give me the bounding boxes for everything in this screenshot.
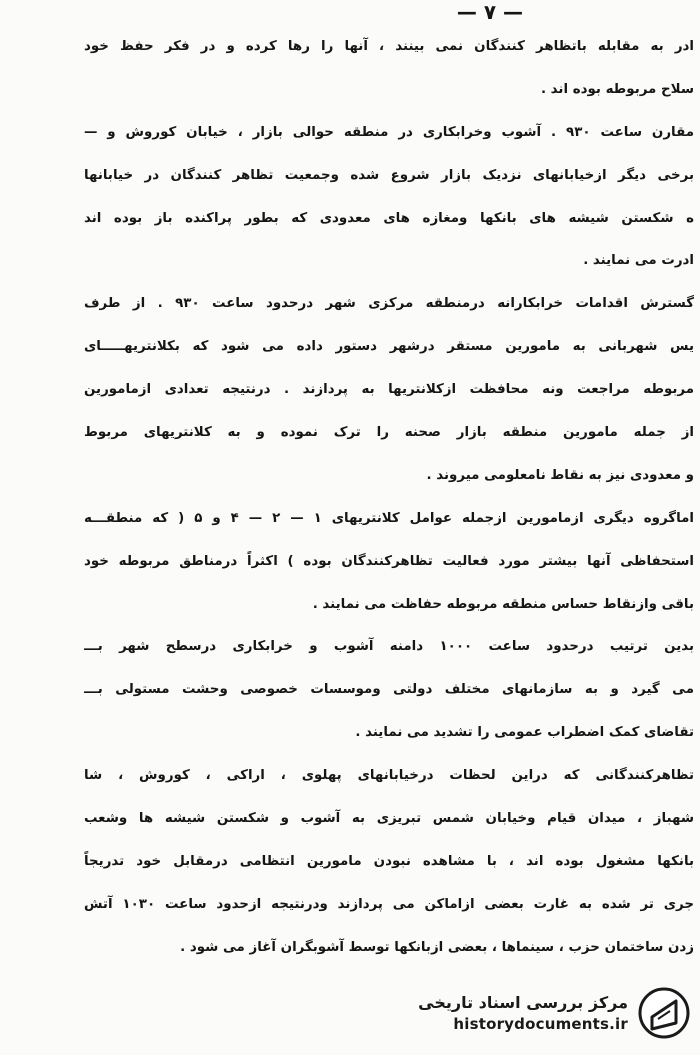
text-line: ادر به مقابله باتظاهر کنندگان نمی بینند ، آنها را رها کرده و در فکر حفظ خود (84, 39, 694, 54)
text-line: یس شهربانی به مامورین مستقر درشهر دستور داده می شود که بکلانتریهـــــای (84, 339, 694, 355)
text-line: گسترش اقدامات خرابکارانه درمنطقه مرکزی شهر درحدود ساعت ۹۳۰ . از طرف (84, 296, 694, 312)
watermark-title: مرکز بررسی اسناد تاریخی (418, 993, 628, 1012)
archive-logo-icon (638, 987, 690, 1039)
text-line: سلاح مربوطه بوده اند . (540, 81, 694, 97)
text-line: مربوطه مراجعت ونه محافظت ازکلانتریها به پردازند . درنتیجه تعدادی ازمامورین (84, 382, 694, 398)
watermark-url: historydocuments.ir (453, 1015, 628, 1033)
text-line: جری تر شده به غارت بعضی ازاماکن می پردازند ودرنتیجه ازحدود ساعت ۱۰۳۰ آتش (84, 896, 694, 912)
watermark-text (418, 992, 628, 1034)
text-line: مقارن ساعت ۹۳۰ . آشوب وخرابکاری در منطقه حوالی بازار ، خیابان کوروش و — (84, 124, 694, 140)
text-line: تظاهرکنندگانی که دراین لحظات درخیابانهای پهلوی ، اراکی ، کوروش ، شا (84, 768, 694, 784)
text-line: از جمله مامورین منطقه بازار صحنه را ترک نموده و به کلانتریهای مربوط (84, 425, 694, 441)
text-line: و معدودی نیز به نقاط نامعلومی میروند . (426, 467, 694, 483)
watermark (400, 985, 690, 1041)
text-line: زدن ساختمان حزب ، سینماها ، بعضی ازبانکها توسط آشوبگران آغاز می شود . (180, 939, 694, 955)
text-line: می گیرد و به سازمانهای مختلف دولتی وموسسات خصوصی وحشت مستولی بـــ (84, 682, 694, 698)
page-number: — ۷ — (456, 0, 524, 24)
text-line: بانکها مشغول بوده اند ، با مشاهده نبودن مامورین انتظامی درمقابل خود تدریجاً (84, 853, 694, 869)
text-line: شهباز ، میدان قیام وخیابان شمس تبریزی به آشوب و شکستن شیشه ها وشعب (84, 811, 694, 827)
text-line: تقاضای کمک اضطراب عمومی را تشدید می نمایند . (355, 725, 694, 741)
text-line: استحفاظی آنها بیشتر مورد فعالیت تظاهرکنندگان بوده ) اکثراً درمناطق مربوطه خود (84, 553, 694, 569)
text-line: ه شکستن شیشه های بانکها ومغازه های معدودی که بطور پراکنده باز بوده اند (84, 210, 694, 226)
document-body (84, 26, 694, 970)
text-line: برخی دیگر ازخیابانهای نزدیک بازار شروع شده وجمعیت تظاهر کنندگان در خیابانها (84, 167, 694, 183)
text-line: بدین ترتیب درحدود ساعت ۱۰۰۰ دامنه آشوب و خرابکاری درسطح شهر بـــ (84, 639, 694, 655)
text-line: ادرت می نمایند . (583, 253, 694, 269)
text-line: باقی وازنقاط حساس منطقه مربوطه حفاظت می نمایند . (312, 596, 694, 612)
text-line: اماگروه دیگری ازمامورین ازجمله عوامل کلانتریهای ۱ — ۲ — ۴ و ۵ ( که منطقـــه (84, 510, 694, 526)
